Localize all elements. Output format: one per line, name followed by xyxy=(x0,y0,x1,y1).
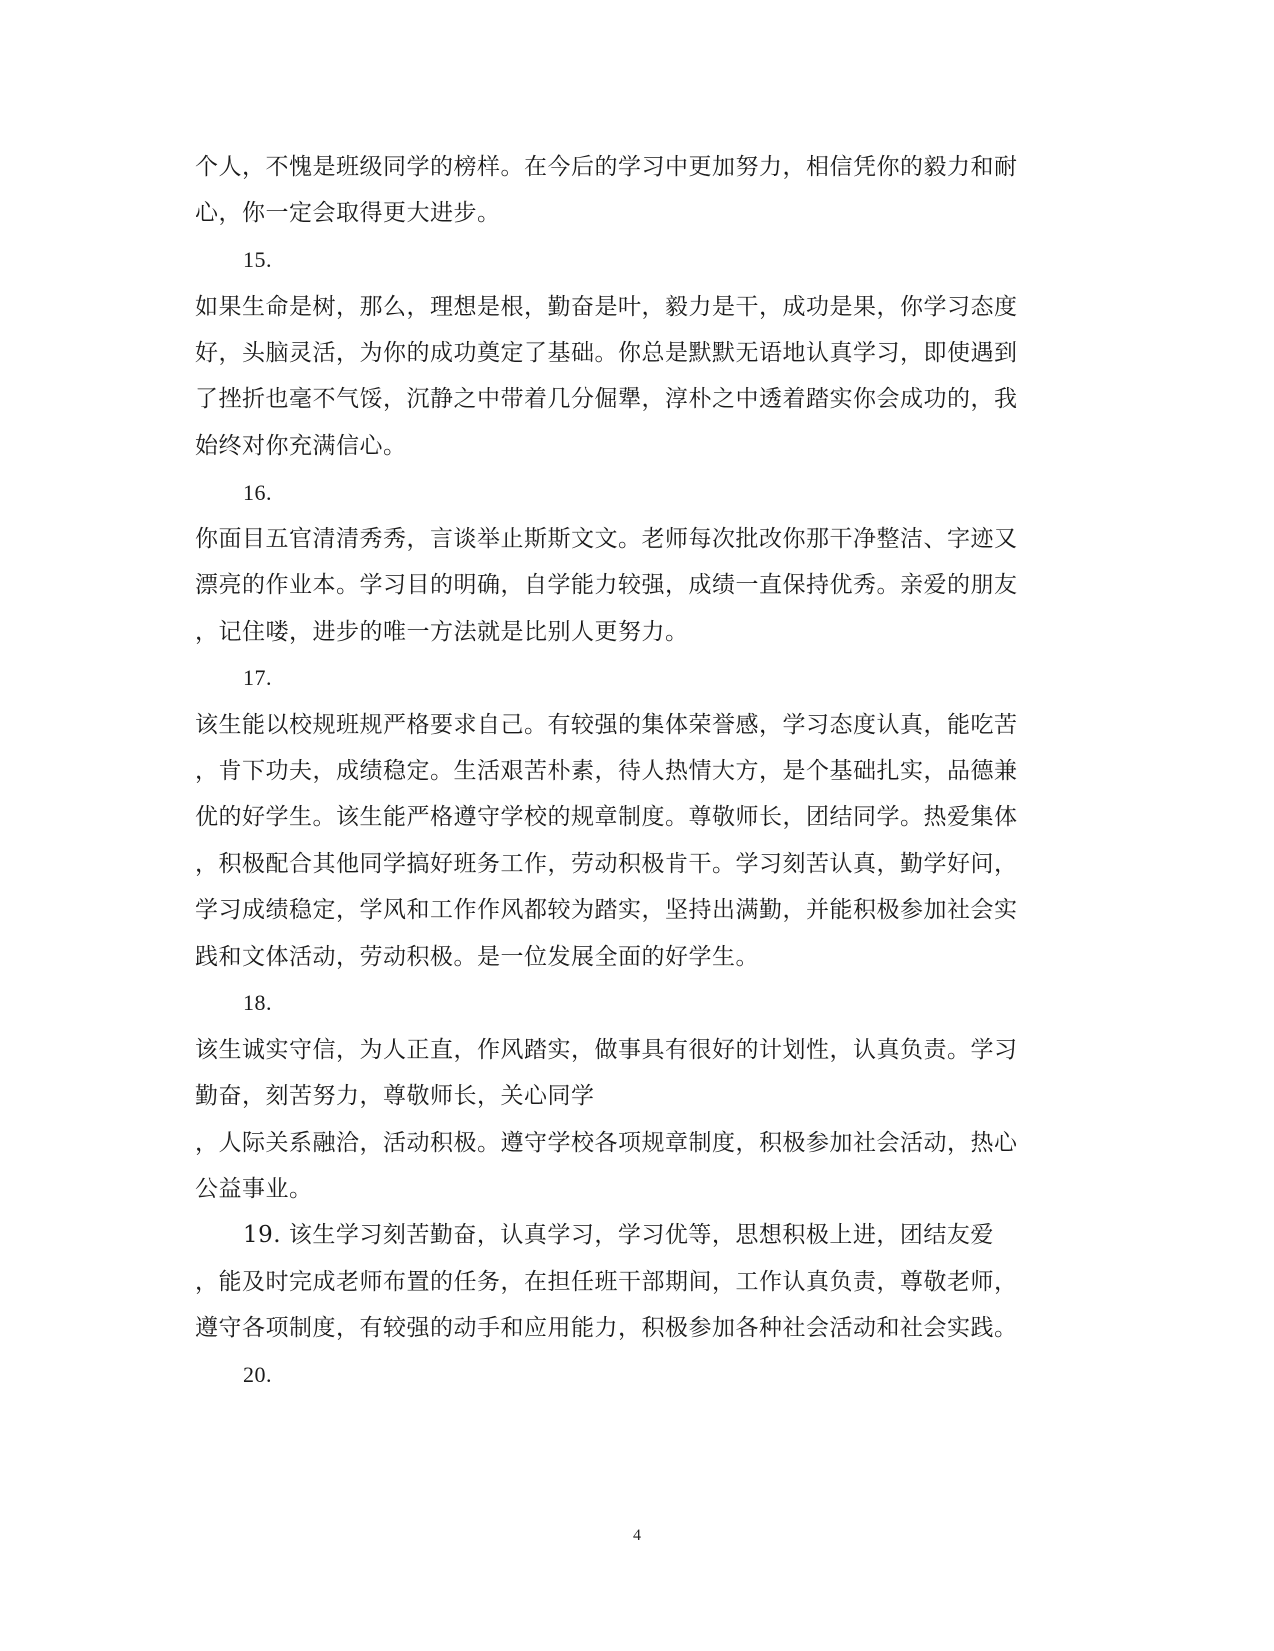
text-line: 践和文体活动，劳动积极。是一位发展全面的好学生。 xyxy=(195,944,759,970)
item-number: 16. xyxy=(243,480,272,505)
text-line: 了挫折也毫不气馁，沉静之中带着几分倔犟，淳朴之中透着踏实你会成功的，我 xyxy=(195,386,1018,412)
text-line: 公益事业。 xyxy=(195,1176,313,1202)
item-number: 17. xyxy=(243,665,272,690)
item-number: 15. xyxy=(243,247,272,272)
text-line: 好，头脑灵活，为你的成功奠定了基础。你总是默默无语地认真学习，即使遇到 xyxy=(195,340,1018,366)
text-line: 学习成绩稳定，学风和工作作风都较为踏实，坚持出满勤，并能积极参加社会实 xyxy=(195,897,1018,923)
item-number: 20. xyxy=(243,1362,272,1387)
text-line: 始终对你充满信心。 xyxy=(195,433,407,459)
text-line: 个人，不愧是班级同学的榜样。在今后的学习中更加努力，相信凭你的毅力和耐 xyxy=(195,154,1018,180)
text-line: ，记住喽，进步的唯一方法就是比别人更努力。 xyxy=(195,619,689,645)
text-line: 优的好学生。该生能严格遵守学校的规章制度。尊敬师长，团结同学。热爱集体 xyxy=(195,804,1018,830)
text-line: 心，你一定会取得更大进步。 xyxy=(195,200,501,226)
page-number: 4 xyxy=(633,1527,641,1544)
text-line: 勤奋，刻苦努力，尊敬师长，关心同学 xyxy=(195,1083,595,1109)
text-line: ，积极配合其他同学搞好班务工作，劳动积极肯干。学习刻苦认真，勤学好问， xyxy=(195,851,1018,877)
text-line: ，肯下功夫，成绩稳定。生活艰苦朴素，待人热情大方，是个基础扎实，品德兼 xyxy=(195,758,1018,784)
text-line: ，人际关系融洽，活动积极。遵守学校各项规章制度，积极参加社会活动，热心 xyxy=(195,1130,1018,1156)
text-line: 如果生命是树，那么，理想是根，勤奋是叶，毅力是干，成功是果，你学习态度 xyxy=(195,294,1018,320)
text-line: 你面目五官清清秀秀，言谈举止斯斯文文。老师每次批改你那干净整洁、字迹又 xyxy=(195,526,1018,552)
text-line: 漂亮的作业本。学习目的明确，自学能力较强，成绩一直保持优秀。亲爱的朋友 xyxy=(195,572,1018,598)
text-line: 19. 该生学习刻苦勤奋，认真学习，学习优等，思想积极上进，团结友爱 xyxy=(243,1222,994,1248)
text-line: 该生诚实守信，为人正直，作风踏实，做事具有很好的计划性，认真负责。学习 xyxy=(195,1037,1018,1063)
text-line: 遵守各项制度，有较强的动手和应用能力，积极参加各种社会活动和社会实践。 xyxy=(195,1315,1018,1341)
item-number: 18. xyxy=(243,990,272,1015)
text-line: 该生能以校规班规严格要求自己。有较强的集体荣誉感，学习态度认真，能吃苦 xyxy=(195,712,1018,738)
text-line: ，能及时完成老师布置的任务，在担任班干部期间，工作认真负责，尊敬老师， xyxy=(195,1269,1018,1295)
